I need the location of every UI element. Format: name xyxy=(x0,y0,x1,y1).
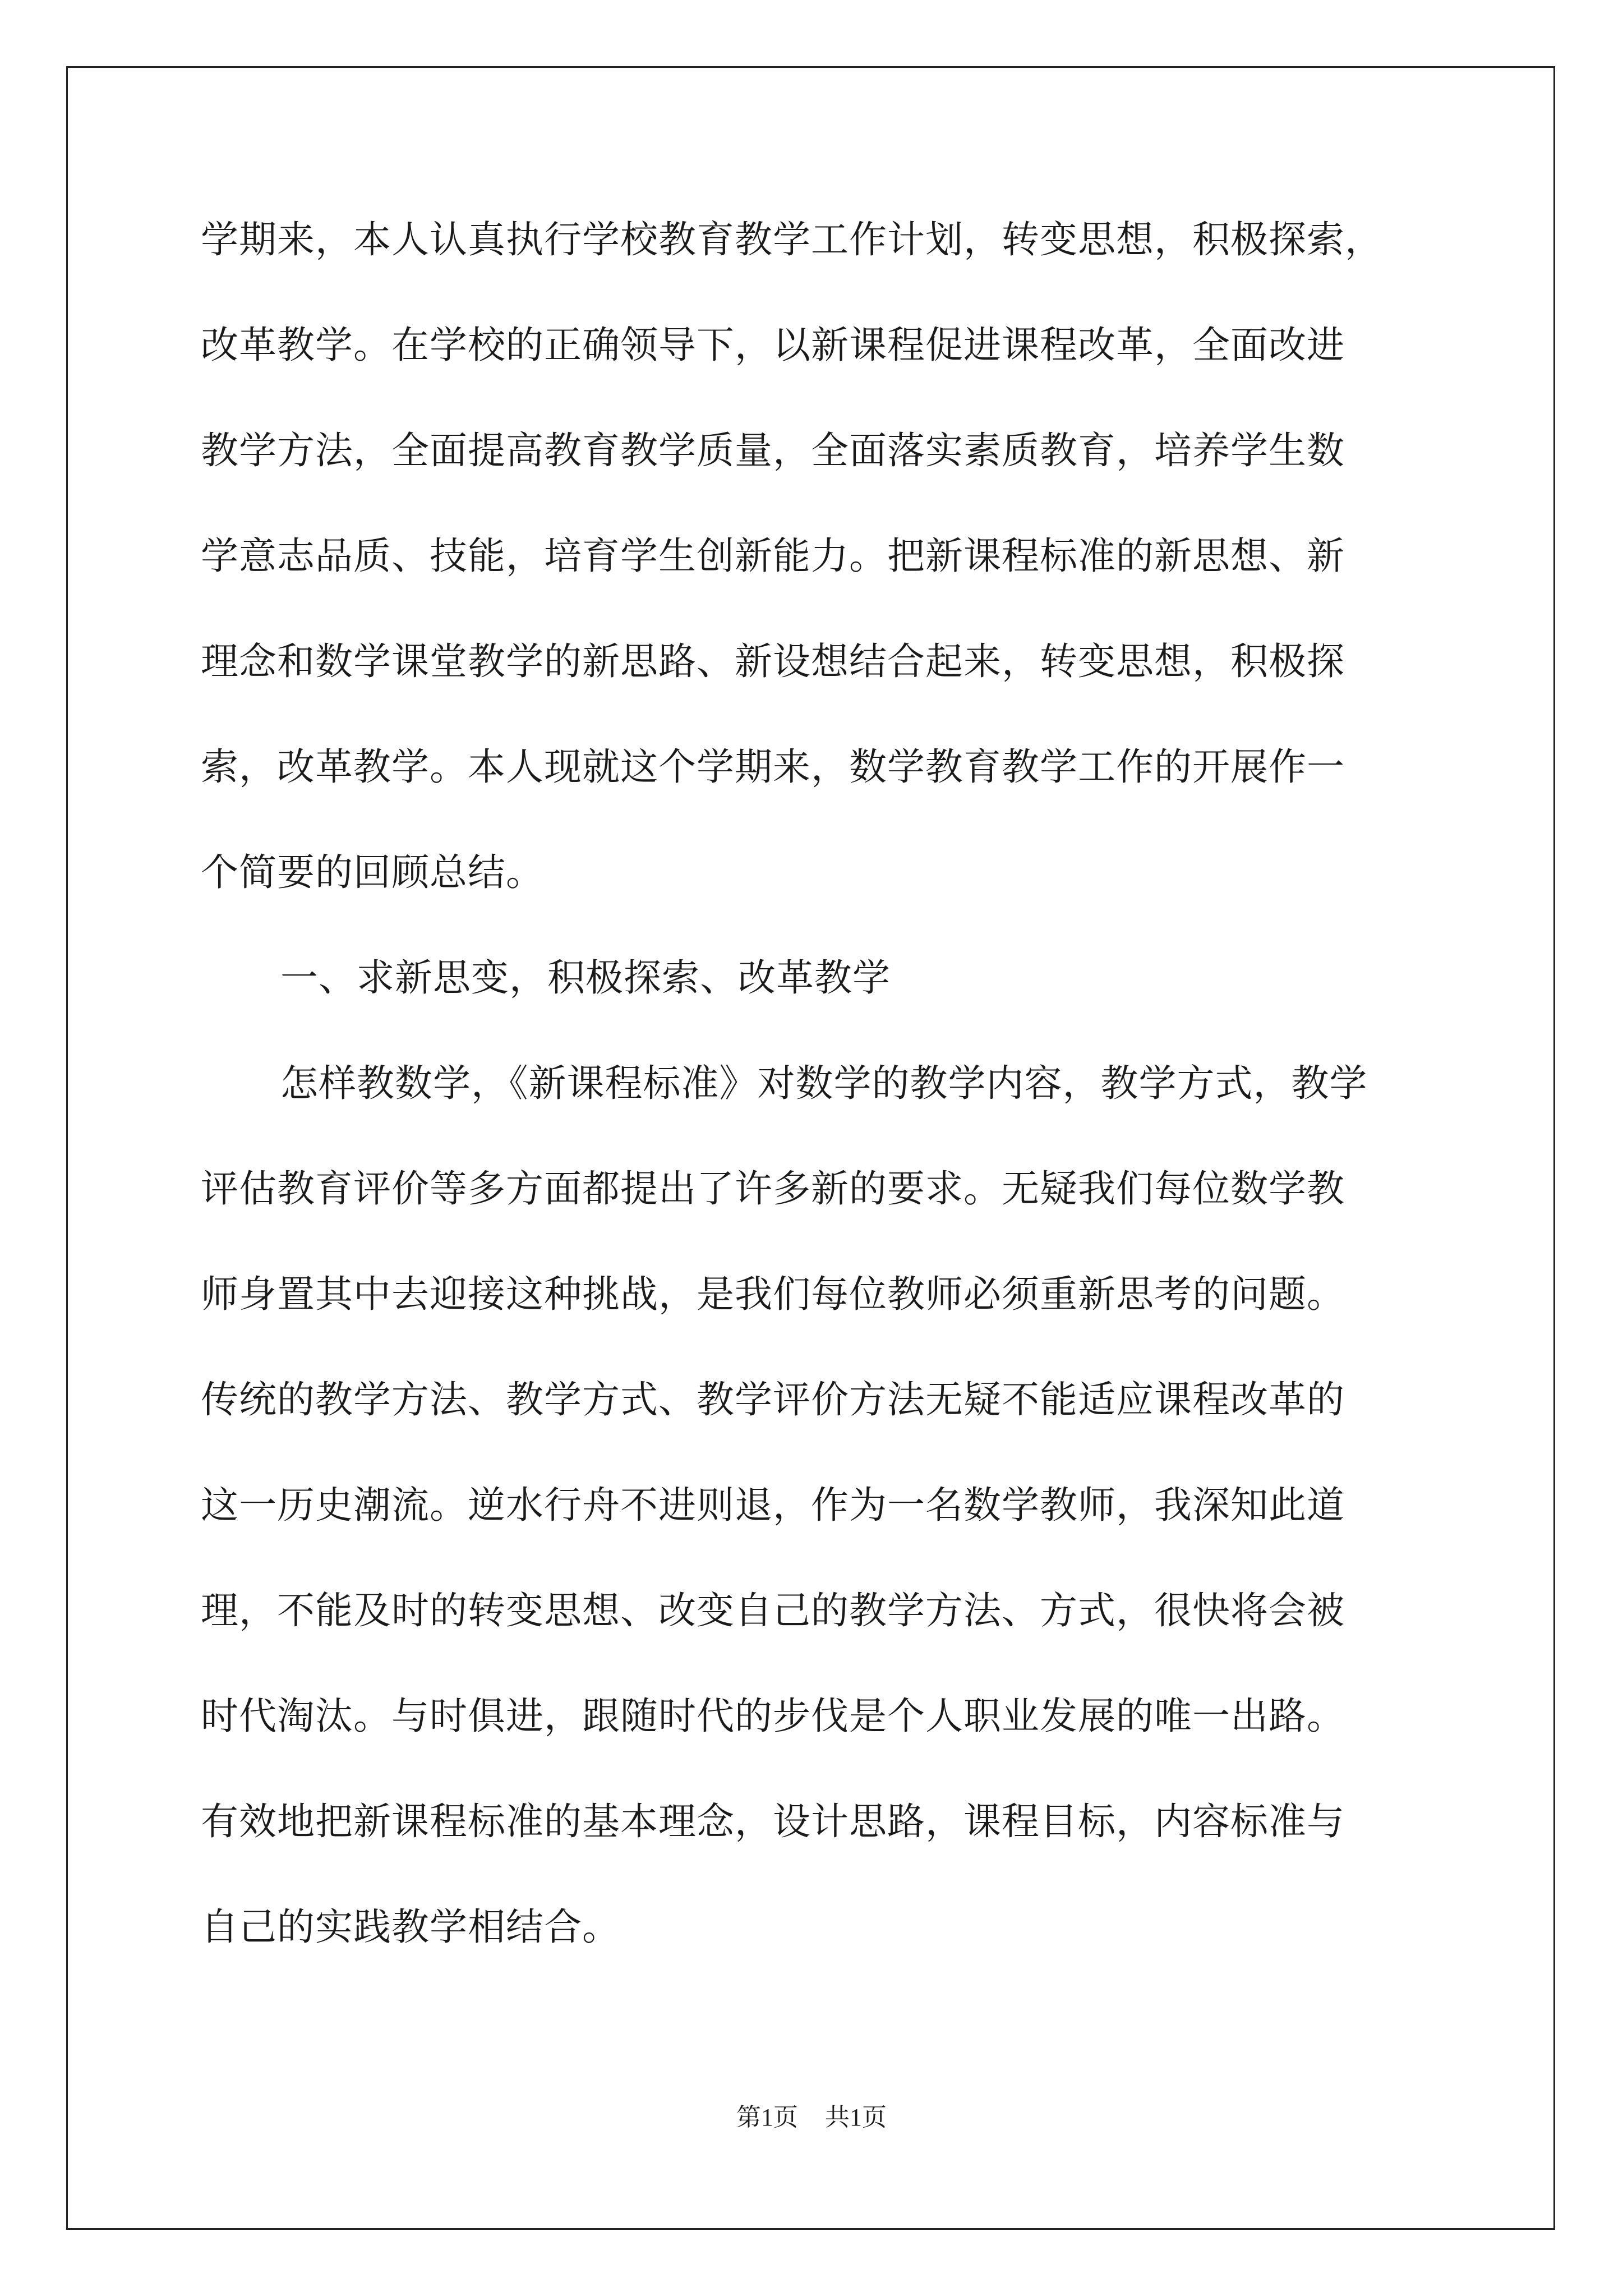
text-line: 师身置其中去迎接这种挑战，是我们每位教师必须重新思考的问题。 xyxy=(201,1272,1345,1316)
text-line: 教学方法，全面提高教育教学质量，全面落实素质教育，培养学生数 xyxy=(201,429,1345,472)
text-line: 时代淘汰。与时俱进，跟随时代的步伐是个人职业发展的唯一出路。 xyxy=(201,1694,1345,1738)
text-line: 自己的实践教学相结合。 xyxy=(201,1905,620,1949)
text-line: 传统的教学方法、教学方式、教学评价方法无疑不能适应课程改革的 xyxy=(201,1378,1345,1421)
paragraph-first-line: 一、求新思变，积极探索、改革教学 xyxy=(280,956,891,1000)
text-line: 理，不能及时的转变思想、改变自己的教学方法、方式，很快将会被 xyxy=(201,1589,1345,1632)
text-line: 个简要的回顾总结。 xyxy=(201,850,544,894)
text-line: 学期来，本人认真执行学校教育教学工作计划，转变思想，积极探索， xyxy=(201,218,1383,261)
document-body xyxy=(201,209,1423,2001)
page-footer xyxy=(0,2101,1623,2134)
paragraph-first-line: 怎样教数学，《新课程标准》对数学的教学内容，教学方式，教学 xyxy=(280,1061,1368,1105)
text-line: 评估教育评价等多方面都提出了许多新的要求。无疑我们每位数学教 xyxy=(201,1167,1345,1211)
text-line: 学意志品质、技能，培育学生创新能力。把新课程标准的新思想、新 xyxy=(201,534,1345,578)
page-total: 共1页 xyxy=(825,2104,887,2131)
text-line: 改革教学。在学校的正确领导下，以新课程促进课程改革，全面改进 xyxy=(201,323,1345,367)
text-line: 索，改革教学。本人现就这个学期来，数学教育教学工作的开展作一 xyxy=(201,745,1345,789)
page-number: 第1页 xyxy=(736,2104,798,2131)
text-line: 这一历史潮流。逆水行舟不进则退，作为一名数学教师，我深知此道 xyxy=(201,1483,1345,1527)
text-line: 理念和数学课堂教学的新思路、新设想结合起来，转变思想，积极探 xyxy=(201,639,1345,683)
text-line: 有效地把新课程标准的基本理念，设计思路，课程目标，内容标准与 xyxy=(201,1800,1345,1843)
